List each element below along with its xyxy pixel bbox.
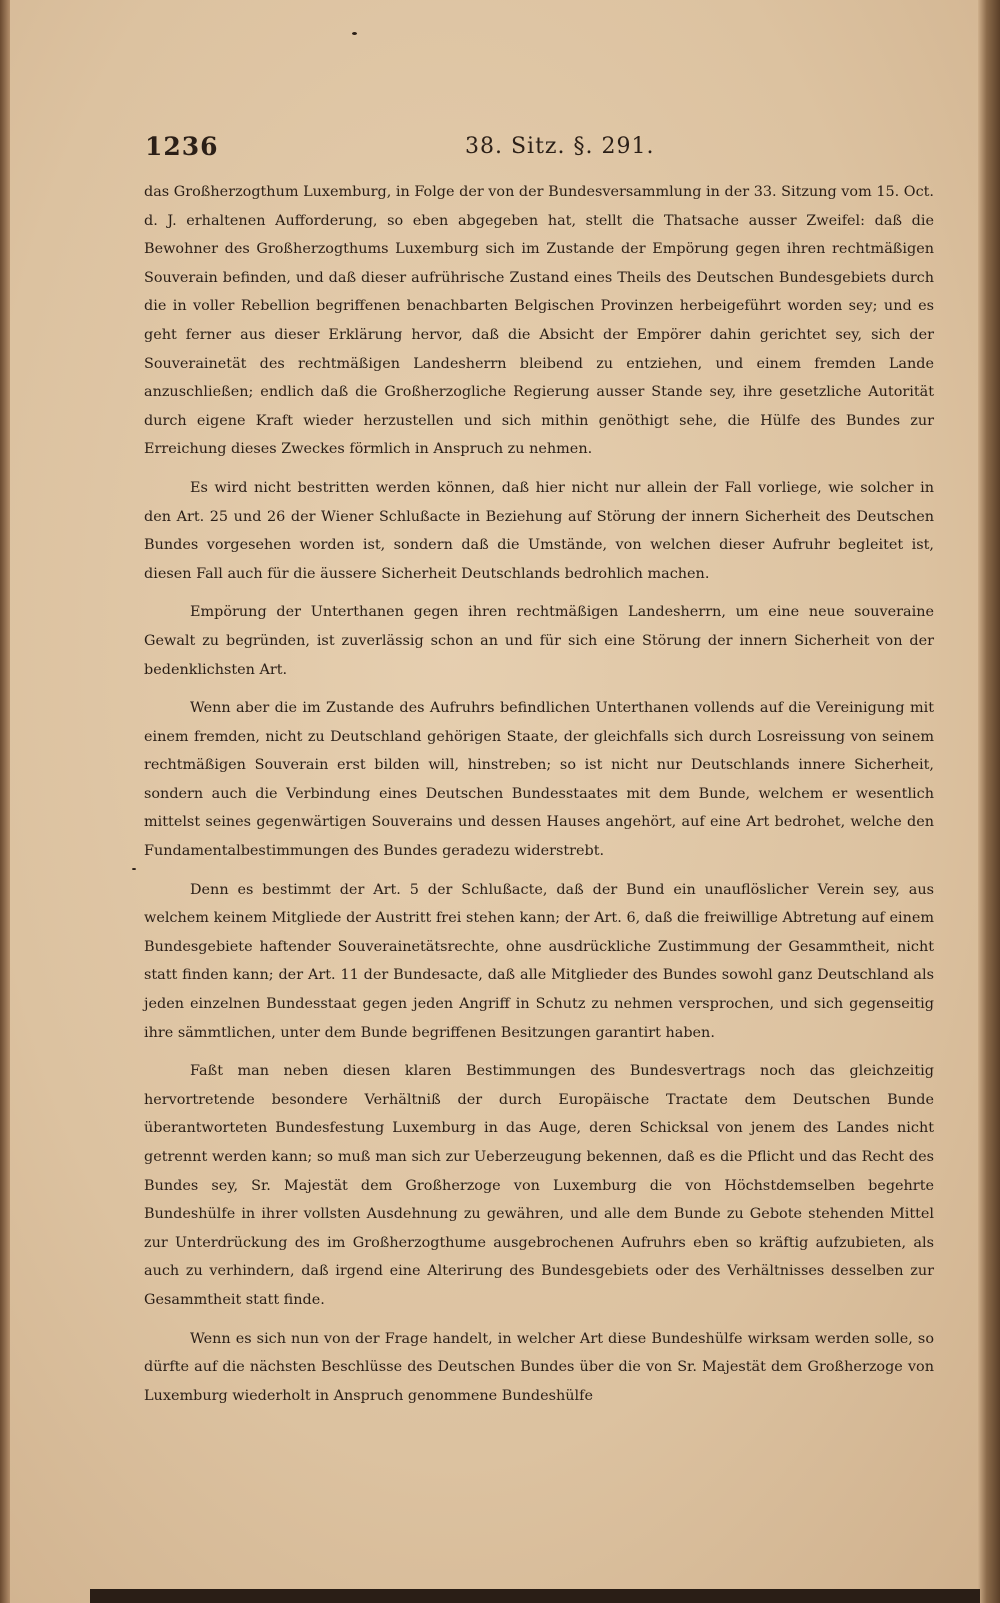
ink-speck	[132, 868, 136, 870]
ink-speck	[352, 32, 357, 35]
page-number: 1236	[145, 132, 219, 161]
bottom-binding-shadow	[90, 1589, 980, 1603]
page-header	[145, 132, 925, 168]
paragraph: das Großherzogthum Luxemburg, in Folge der von der Bundesversammlung in der 33. Sitzung vom 15. Oct. d. J. erhaltenen Aufforderung, so eben abgegeben hat, stellt die Thatsache ausser Zweifel: daß die Bewohner des Großherzogthums Luxemburg sich im Zustande der Empörung gegen ihren rechtmäßigen Souverain befinden, und daß dieser aufrührische Zustand eines Theils des Deutschen Bundesgebiets durch die in voller Rebellion begriffenen benachbarten Belgischen Provinzen herbeigeführt worden sey; und es geht ferner aus dieser Erklärung hervor, daß die Absicht der Empörer dahin gerichtet sey, sich der Souverainetät des rechtmäßigen Landesherrn bleibend zu entziehen, und einem fremden Lande anzuschließen; endlich daß die Großherzogliche Regierung ausser Stande sey, ihre gesetzliche Autorität durch eigene Kraft wieder herzustellen und sich mithin genöthigt sehe, die Hülfe des Bundes zur Erreichung dieses Zweckes förmlich in Anspruch zu nehmen.	[144, 184, 934, 458]
paragraph: Wenn aber die im Zustande des Aufruhrs befindlichen Unterthanen vollends auf die Vereinigung mit einem fremden, nicht zu Deutschland gehörigen Staate, der gleichfalls sich durch Losreissung von seinem rechtmäßigen Souverain erst bilden will, hinstreben; so ist nicht nur Deutschlands innere Sicherheit, sondern auch die Verbindung eines Deutschen Bundesstaates mit dem Bunde, welchem er wesentlich mittelst seines gegenwärtigen Souverains und dessen Hauses angehört, auf eine Art bedrohet, welche den Fundamentalbestimmungen des Bundes geradezu widerstrebt.	[144, 700, 934, 860]
paragraph: Es wird nicht bestritten werden können, daß hier nicht nur allein der Fall vorliege, wie solcher in den Art. 25 und 26 der Wiener Schlußacte in Beziehung auf Störung der innern Sicherheit des Deutschen Bundes vorgesehen worden ist, sondern daß die Umstände, von welchen dieser Aufruhr begleitet ist, diesen Fall auch für die äussere Sicherheit Deutschlands bedrohlich machen.	[144, 479, 934, 582]
paragraph: Empörung der Unterthanen gegen ihren rechtmäßigen Landesherrn, um eine neue souveraine Gewalt zu begründen, ist zuverlässig schon an und für sich eine Störung der innern Sicherheit von der bedenklichsten Art.	[144, 604, 934, 678]
page-left-edge	[0, 0, 10, 1603]
body-text	[144, 178, 934, 1410]
paragraph: Denn es bestimmt der Art. 5 der Schlußacte, daß der Bund ein unauflöslicher Verein sey, aus welchem keinem Mitgliede der Austritt frei stehen kann; der Art. 6, daß die freiwillige Abtretung auf einem Bundesgebiete haftender Souverainetätsrechte, ohne ausdrückliche Zustimmung der Gesammtheit, nicht statt finden kann; der Art. 11 der Bundesacte, daß alle Mitglieder des Bundes sowohl ganz Deutschland als jeden einzelnen Bundesstaat gegen jeden Angriff in Schutz zu nehmen versprochen, und sich gegenseitig ihre sämmtlichen, unter dem Bunde begriffenen Besitzungen garantirt haben.	[144, 881, 934, 1041]
running-head: 38. Sitz. §. 291.	[465, 134, 655, 159]
paragraph: Faßt man neben diesen klaren Bestimmungen des Bundesvertrags noch das gleichzeitig hervortretende besondere Verhältniß der durch Europäische Tractate dem Deutschen Bunde überantworteten Bundesfestung Luxemburg in das Auge, deren Schicksal von jenem des Landes nicht getrennt werden kann; so muß man sich zur Ueberzeugung bekennen, daß es die Pflicht und das Recht des Bundes sey, Sr. Majestät dem Großherzoge von Luxemburg die von Höchstdemselben begehrte Bundeshülfe in ihrer vollsten Ausdehnung zu gewähren, und alle dem Bunde zu Gebote stehenden Mittel zur Unterdrückung des im Großherzogthume ausgebrochenen Aufruhrs eben so kräftig aufzubieten, als auch zu verhindern, daß irgend eine Alterirung des Bundesgebiets oder des Verhältnisses desselben zur Gesammtheit statt finde.	[144, 1063, 934, 1308]
page-right-edge	[978, 0, 1000, 1603]
paragraph: Wenn es sich nun von der Frage handelt, in welcher Art diese Bundeshülfe wirksam werden solle, so dürfte auf die nächsten Beschlüsse des Deutschen Bundes über die von Sr. Majestät dem Großherzoge von Luxemburg wiederholt in Anspruch genommene Bundeshülfe	[144, 1330, 934, 1404]
